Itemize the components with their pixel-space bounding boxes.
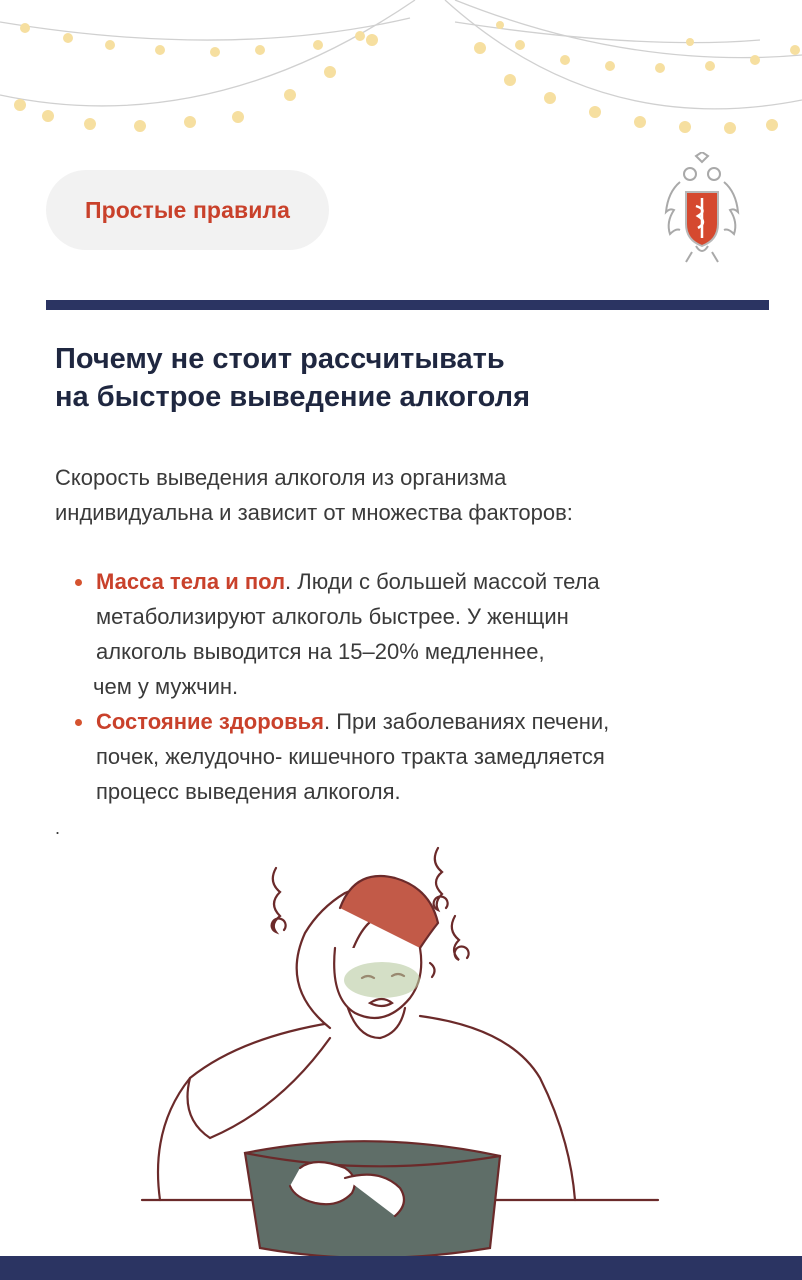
- rubric-badge-label: Простые правила: [84, 196, 291, 223]
- factor-text: алкоголь выводится на 15–20% медленнее,: [96, 639, 545, 664]
- intro-line-1: Скорость выведения алкоголя из организма: [55, 465, 507, 490]
- list-item: [0, 564, 802, 704]
- intro-line-2: индивидуальна и зависит от множества факторов:: [55, 500, 573, 525]
- garland-lights: [0, 0, 802, 150]
- sick-man-illustration: [130, 838, 670, 1258]
- factor-text: метаболизируют алкоголь быстрее. У женщин: [96, 604, 569, 629]
- factor-text: почек, желудочно- кишечного тракта замедляется: [96, 744, 605, 769]
- ministry-emblem-icon: [660, 152, 744, 266]
- factor-text: . Люди с большей массой тела: [285, 569, 600, 594]
- page-title-line-2: на быстрое выведение алкоголя: [55, 381, 530, 413]
- factor-text: . При заболеваниях печени,: [324, 709, 610, 734]
- factor-lead: Масса тела и пол: [96, 569, 286, 594]
- rubric-badge: [46, 170, 329, 250]
- list-item: [0, 704, 802, 809]
- page-title-line-1: Почему не стоит рассчитывать: [55, 343, 505, 375]
- section-divider: [46, 300, 769, 310]
- page-title: [55, 340, 755, 416]
- intro-paragraph: [55, 460, 775, 530]
- factor-list: [0, 564, 802, 809]
- factor-text: чем у мужчин.: [93, 674, 239, 699]
- footer-bar: [0, 1256, 802, 1280]
- factor-lead: Состояние здоровья: [96, 709, 325, 734]
- factor-text: процесс выведения алкоголя.: [96, 779, 401, 804]
- stray-dot: .: [55, 818, 61, 838]
